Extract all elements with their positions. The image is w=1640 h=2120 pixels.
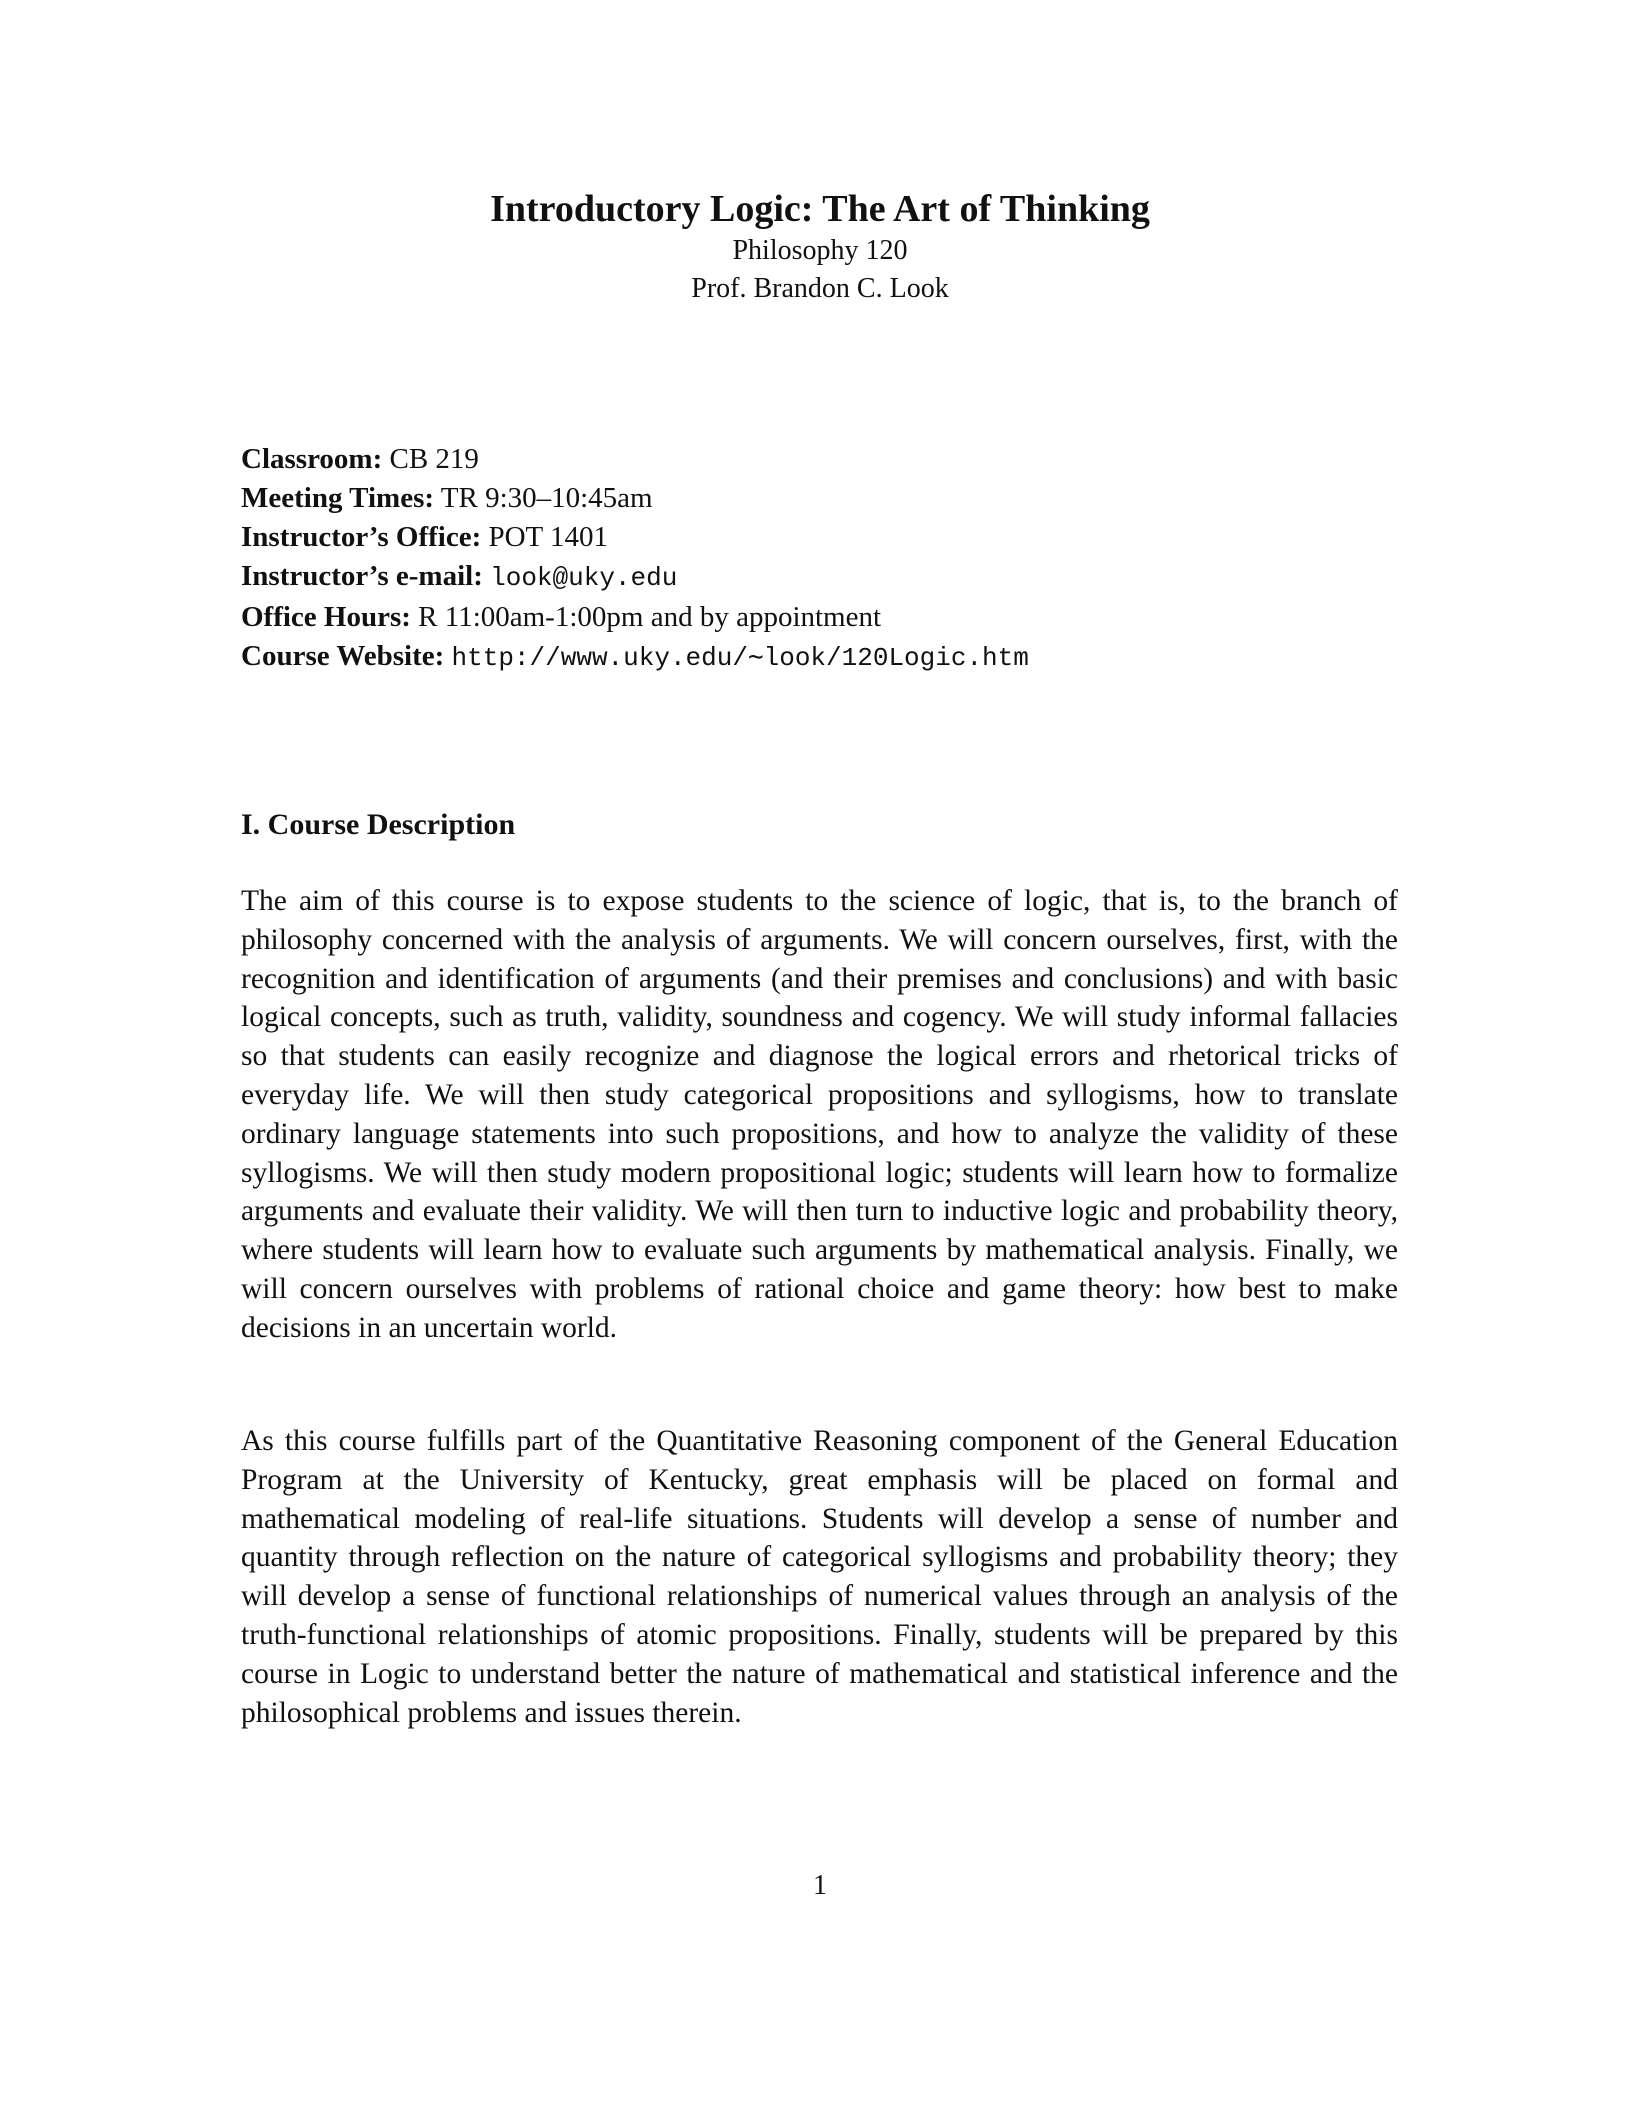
email-link[interactable]: look@uky.edu bbox=[490, 563, 678, 593]
info-label: Instructor’s e-mail: bbox=[241, 560, 483, 592]
info-value: POT 1401 bbox=[488, 521, 608, 553]
instructor-name: Prof. Brandon C. Look bbox=[691, 273, 949, 304]
info-row-email bbox=[241, 557, 1401, 598]
info-row-meeting-times bbox=[241, 479, 1401, 518]
section-heading: I. Course Description bbox=[241, 808, 516, 841]
paragraph-course-aim: The aim of this course is to expose students to the science of logic, that is, to the branch of philosophy concerned with the analysis of arguments. We will concern ourselves, first, with the recognition and identification of arguments (and their premises and conclusions) and with basic logical concepts, such as truth, validity, soundness and cogency. We will study informal fallacies so that students can easily recognize and diagnose the logical errors and rhetorical tricks of everyday life. We will then study categorical propositions and syllogisms, how to translate ordinary language statements into such propositions, and how to analyze the validity of these syllogisms. We will then study modern propositional logic; students will learn how to formalize arguments and evaluate their validity. We will then turn to inductive logic and probability theory, where students will learn how to evaluate such arguments by mathematical analysis. Finally, we will concern ourselves with problems of rational choice and game theory: how best to make decisions in an uncertain world. bbox=[241, 885, 1398, 1344]
paragraph-quantitative-reasoning: As this course fulfills part of the Quantitative Reasoning component of the General Education Program at the University of Kentucky, great emphasis will be placed on formal and mathematical modeling of real-life situations. Students will develop a sense of number and quantity through reflection on the nature of categorical syllogisms and probability theory; they will develop a sense of functional relationships of numerical values through an analysis of the truth-functional relationships of atomic propositions. Finally, students will be prepared by this course in Logic to understand better the nature of mathematical and statistical inference and the philosophical problems and issues therein. bbox=[241, 1425, 1398, 1729]
info-label: Classroom: bbox=[241, 443, 383, 475]
info-label: Instructor’s Office: bbox=[241, 521, 482, 553]
info-value: R 11:00am-1:00pm and by appointment bbox=[418, 601, 882, 633]
course-number: Philosophy 120 bbox=[732, 235, 908, 266]
info-label: Course Website: bbox=[241, 640, 445, 672]
document-title: Introductory Logic: The Art of Thinking bbox=[490, 188, 1150, 230]
course-info-block bbox=[241, 440, 1401, 678]
info-row-office-hours bbox=[241, 598, 1401, 637]
info-value: CB 219 bbox=[389, 443, 479, 475]
info-row-office bbox=[241, 518, 1401, 557]
info-row-classroom bbox=[241, 440, 1401, 479]
document-header bbox=[0, 186, 1640, 308]
info-value: TR 9:30–10:45am bbox=[440, 482, 653, 514]
info-row-website bbox=[241, 637, 1401, 678]
page-number: 1 bbox=[813, 1870, 827, 1901]
website-link[interactable]: http://www.uky.edu/∼look/120Logic.htm bbox=[451, 643, 1029, 673]
info-label: Meeting Times: bbox=[241, 482, 435, 514]
info-label: Office Hours: bbox=[241, 601, 411, 633]
